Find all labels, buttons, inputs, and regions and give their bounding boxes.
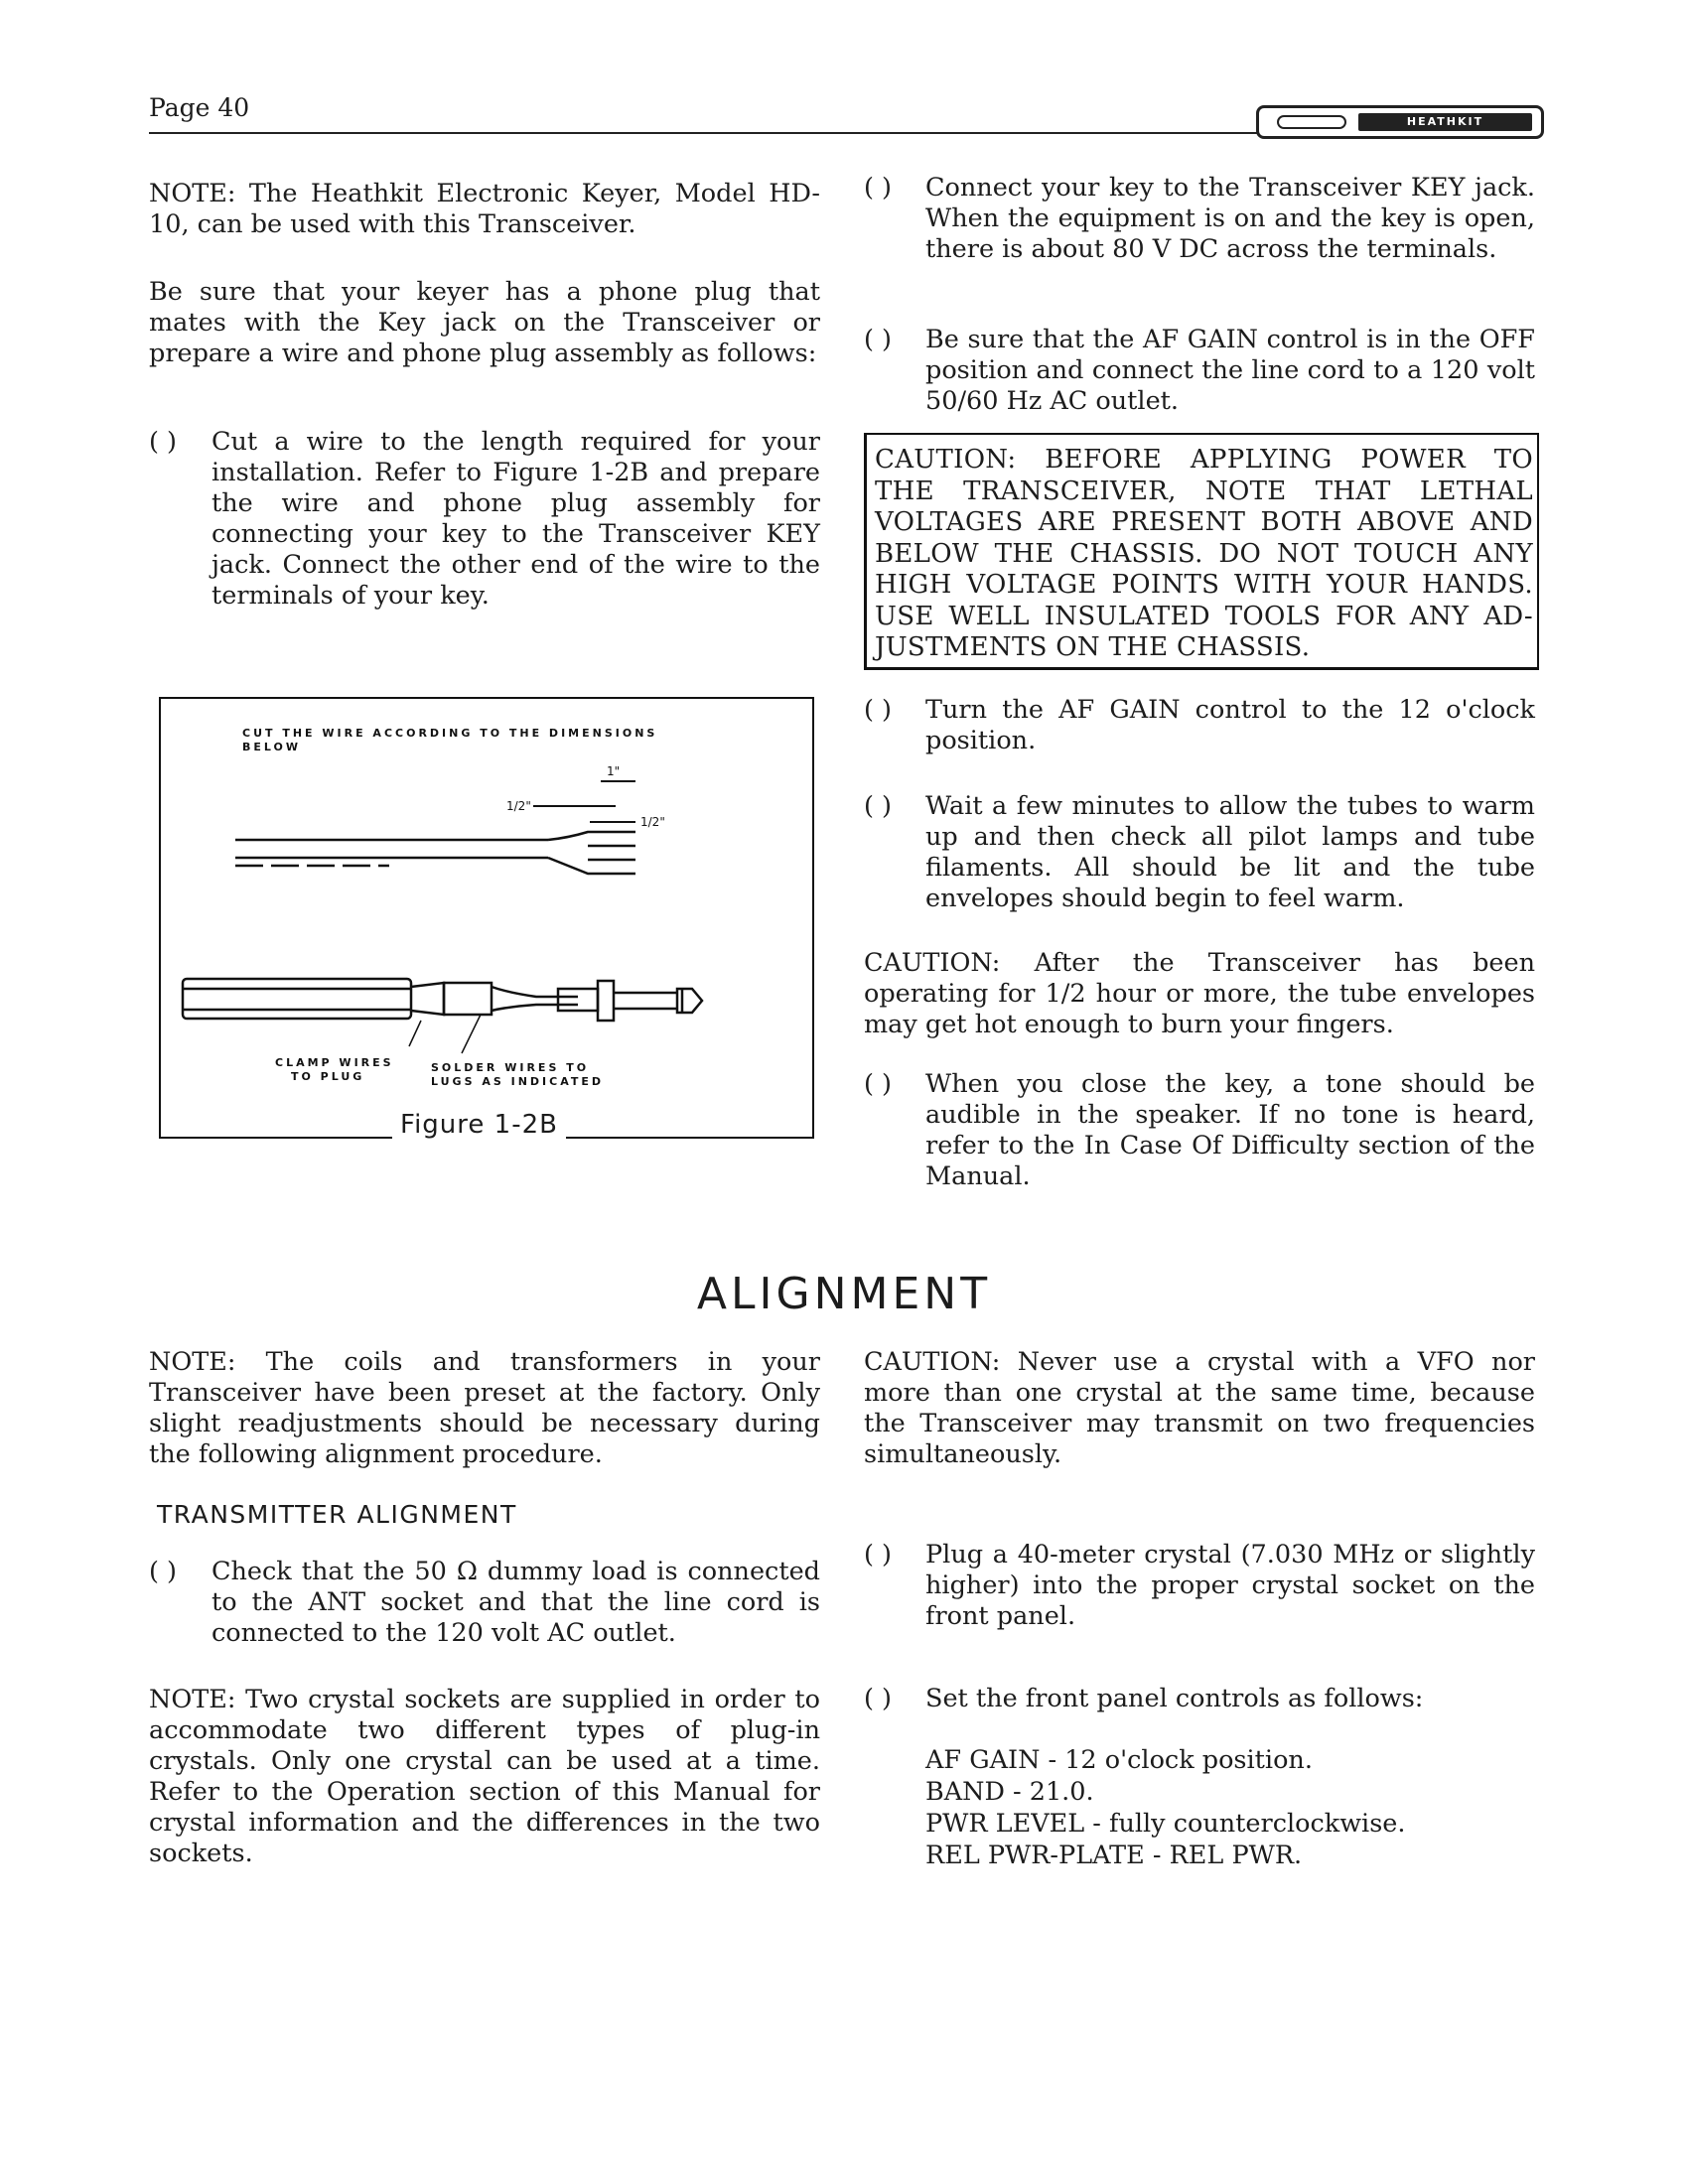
step-checkbox[interactable]: ( ) xyxy=(864,1540,893,1570)
step-checkbox[interactable]: ( ) xyxy=(864,325,893,354)
caution-line: CAUTION: BEFORE APPLYING POWER TO xyxy=(875,445,1533,475)
section-title-alignment: ALIGNMENT xyxy=(696,1269,992,1319)
dim-label-1in: 1" xyxy=(607,764,621,778)
callout-leaders xyxy=(409,1015,481,1053)
step-wait-warm-up xyxy=(864,791,1535,914)
step-text: When you close the key, a tone should be audible in the speaker. If no tone is heard, refer to the In Case Of Difficulty section of the Manual. xyxy=(925,1069,1535,1191)
caution-hot-tubes: CAUTION: After the Transceiver has been operating for 1/2 hour or more, the tube envelopes may get hot enough to burn your fingers. xyxy=(864,948,1535,1039)
step-text: Wait a few minutes to allow the tubes to warm up and then check all pilot lamps and tube filaments. All should be lit and the tube envelopes should begin to feel warm. xyxy=(925,791,1535,913)
control-settings-list xyxy=(925,1744,1541,1871)
note-crystal-sockets: NOTE: Two crystal sockets are supplied in order to accommodate two different types of plug-in crystals. Only one crystal can be used at a time. Refer to the Operation section of this Manual for crystal information and the differences in the two sockets. xyxy=(149,1685,820,1868)
control-setting: AF GAIN - 12 o'clock position. xyxy=(925,1745,1313,1775)
step-text: Be sure that the AF GAIN control is in the OFF position and connect the line cord to a 120 volt 50/60 Hz AC outlet. xyxy=(925,325,1535,416)
note-keyer: NOTE: The Heathkit Electronic Keyer, Model HD-10, can be used with this Transceiver. xyxy=(149,179,820,239)
logo-text: HEATHKIT xyxy=(1406,115,1484,128)
step-checkbox[interactable]: ( ) xyxy=(864,791,893,821)
keyer-plug-paragraph: Be sure that your keyer has a phone plug that mates with the Key jack on the Transceiver or prepare a wire and phone plug assembly as follows: xyxy=(149,277,820,368)
wire-drawing xyxy=(235,832,635,874)
figure-caption: Figure 1-2B xyxy=(392,1110,566,1140)
step-text: Turn the AF GAIN control to the 12 o'clock position. xyxy=(925,695,1535,755)
dim-label-half-a: 1/2" xyxy=(506,799,531,813)
lethal-voltage-caution-box xyxy=(864,433,1539,670)
heathkit-logo xyxy=(1256,105,1544,139)
step-set-controls xyxy=(864,1684,1535,1714)
wire-plug-diagram xyxy=(161,699,812,1137)
dimension-arrows xyxy=(533,781,635,822)
label-clamp-line1: CLAMP WIRES xyxy=(275,1056,394,1069)
step-text: Plug a 40-meter crystal (7.030 MHz or slightly higher) into the proper crystal socket on the front panel. xyxy=(925,1540,1535,1631)
step-af-gain-12 xyxy=(864,695,1535,756)
dim-label-half-b: 1/2" xyxy=(640,815,665,829)
caution-crystal-vfo: CAUTION: Never use a crystal with a VFO nor more than one crystal at the same time, because the Transceiver may transmit on two frequencies simultaneously. xyxy=(864,1347,1535,1469)
caution-line: BELOW THE CHASSIS. DO NOT TOUCH ANY xyxy=(875,538,1533,569)
step-text: Connect your key to the Transceiver KEY jack. When the equipment is on and the key is open, there is about 80 V DC across the terminals. xyxy=(925,173,1535,264)
label-clamp-line2: TO PLUG xyxy=(291,1070,365,1083)
subsection-title-transmitter-alignment: TRANSMITTER ALIGNMENT xyxy=(157,1500,517,1529)
caution-line: JUSTMENTS ON THE CHASSIS. xyxy=(875,632,1311,662)
logo-dial-icon xyxy=(1277,115,1346,129)
step-text: Check that the 50 Ω dummy load is connected to the ANT socket and that the line cord is connected to the 120 volt AC outlet. xyxy=(211,1557,820,1648)
step-text: Cut a wire to the length required for your installation. Refer to Figure 1-2B and prepare the wire and phone plug assembly for connecting your key to the Transceiver KEY jack. Connect the other end of the wire to the terminals of your key. xyxy=(211,427,820,611)
caution-line: VOLTAGES ARE PRESENT BOTH ABOVE AND xyxy=(875,507,1533,537)
note-coils: NOTE: The coils and transformers in your Transceiver have been preset at the factory. Only slight readjustments should be necessary during the following alignment procedure. xyxy=(149,1347,820,1469)
label-solder-line1: SOLDER WIRES TO xyxy=(431,1061,590,1074)
step-checkbox[interactable]: ( ) xyxy=(864,173,893,203)
step-cut-wire xyxy=(149,427,820,612)
caution-line: THE TRANSCEIVER, NOTE THAT LETHAL xyxy=(875,476,1533,506)
figure-1-2b xyxy=(159,697,814,1139)
step-checkbox[interactable]: ( ) xyxy=(864,1069,893,1099)
step-checkbox[interactable]: ( ) xyxy=(864,1684,893,1713)
step-connect-key xyxy=(864,173,1535,265)
step-dummy-load xyxy=(149,1557,820,1649)
step-checkbox[interactable]: ( ) xyxy=(149,427,178,457)
step-af-gain-off xyxy=(864,325,1535,417)
control-setting: REL PWR-PLATE - REL PWR. xyxy=(925,1841,1303,1870)
control-setting: PWR LEVEL - fully counterclockwise. xyxy=(925,1809,1406,1839)
figure-instruction-line2: BELOW xyxy=(242,741,301,753)
label-solder-line2: LUGS AS INDICATED xyxy=(431,1075,604,1088)
caution-line: USE WELL INSULATED TOOLS FOR ANY AD- xyxy=(875,601,1533,631)
page-number: Page 40 xyxy=(149,93,250,122)
phone-plug-drawing xyxy=(183,979,702,1021)
caution-line: HIGH VOLTAGE POINTS WITH YOUR HANDS. xyxy=(875,570,1533,600)
step-text: Set the front panel controls as follows: xyxy=(925,1684,1424,1713)
step-plug-crystal xyxy=(864,1540,1535,1632)
step-close-key xyxy=(864,1069,1535,1192)
step-checkbox[interactable]: ( ) xyxy=(149,1557,178,1586)
step-checkbox[interactable]: ( ) xyxy=(864,695,893,725)
figure-instruction-line1: CUT THE WIRE ACCORDING TO THE DIMENSIONS xyxy=(242,727,658,740)
control-setting: BAND - 21.0. xyxy=(925,1777,1094,1807)
